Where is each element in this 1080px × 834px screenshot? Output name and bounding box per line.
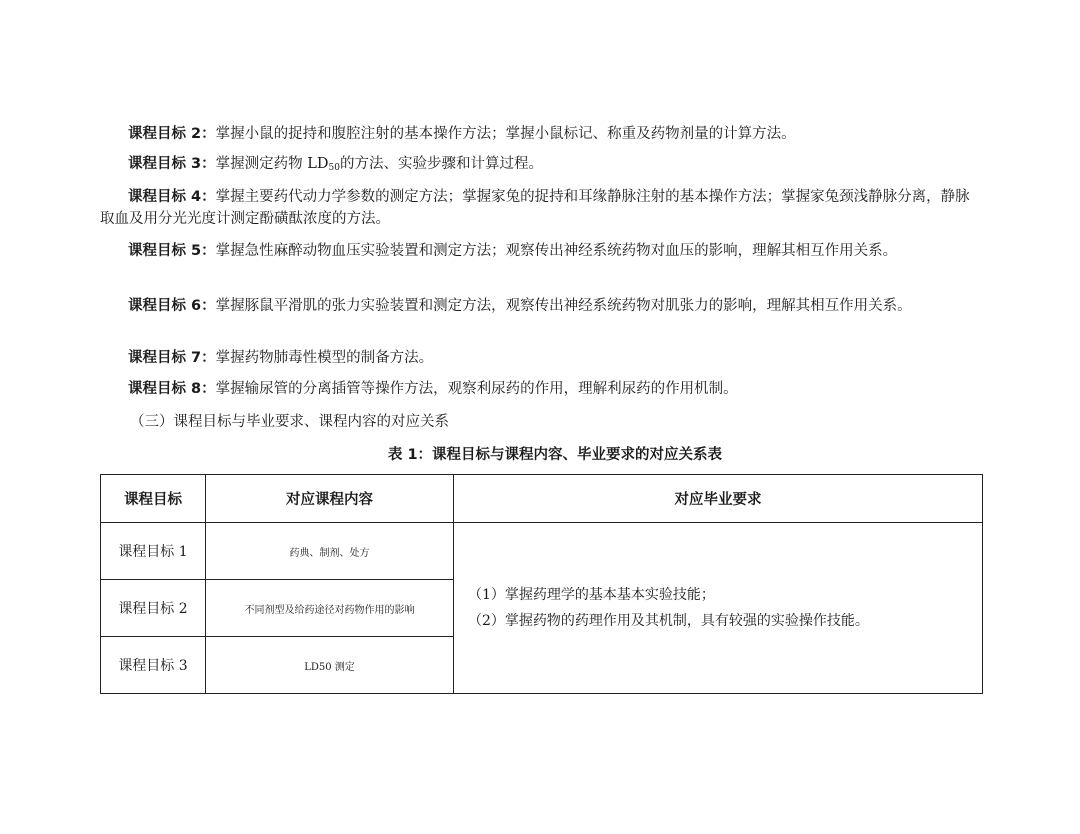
- table-caption: 表 1：课程目标与课程内容、毕业要求的对应关系表: [387, 447, 723, 463]
- row-goal: 课程目标 2: [101, 580, 206, 637]
- objective-text: 掌握输尿管的分离插管等操作方法，观察利尿药的作用，理解利尿药的作用机制。: [215, 381, 738, 397]
- header-content: 对应课程内容: [206, 475, 454, 523]
- objective-3: [100, 153, 980, 179]
- objective-label: 课程目标 7：: [128, 350, 216, 366]
- header-goal: 课程目标: [101, 475, 206, 523]
- row-goal: 课程目标 1: [101, 523, 206, 580]
- requirement-1: （1）掌握药理学的基本基本实验技能；: [468, 587, 715, 603]
- objective-label: 课程目标 2：: [128, 126, 216, 142]
- requirement-2: （2）掌握药物的药理作用及其机制，具有较强的实验操作技能。: [468, 613, 869, 629]
- objective-6: [100, 295, 980, 317]
- objective-label: 课程目标 5：: [128, 243, 216, 259]
- ld-subscript: 50: [328, 163, 340, 173]
- row-goal: 课程目标 3: [101, 637, 206, 694]
- objective-label: 课程目标 6：: [128, 298, 216, 314]
- objective-text: 掌握测定药物 LD: [215, 156, 329, 172]
- objective-5: [100, 240, 980, 262]
- objective-text: 掌握豚鼠平滑肌的张力实验装置和测定方法，观察传出神经系统药物对肌张力的影响，理解其相互作用关系。: [215, 298, 912, 314]
- table-row: [101, 523, 983, 580]
- objective-7: [100, 347, 980, 369]
- objective-label: 课程目标 3：: [128, 156, 216, 172]
- section-heading: （三）课程目标与毕业要求、课程内容的对应关系: [130, 414, 449, 430]
- requirements-cell: [454, 523, 983, 694]
- row-content: 药典、制剂、处方: [206, 523, 454, 580]
- objective-text-end: 的方法、实验步骤和计算过程。: [339, 156, 543, 172]
- objective-8: [100, 378, 980, 400]
- objective-4: [100, 186, 980, 230]
- table-header-row: [101, 475, 983, 523]
- row-content: 不同剂型及给药途径对药物作用的影响: [206, 580, 454, 637]
- objective-text: 掌握小鼠的捉持和腹腔注射的基本操作方法；掌握小鼠标记、称重及药物剂量的计算方法。: [215, 126, 796, 142]
- header-requirement: 对应毕业要求: [454, 475, 983, 523]
- mapping-table: [100, 474, 983, 694]
- objective-text: 掌握药物肺毒性模型的制备方法。: [215, 350, 434, 366]
- objective-text: 掌握主要药代动力学参数的测定方法；掌握家兔的捉持和耳缘静脉注射的基本操作方法；掌握家兔颈浅静脉分离，静脉取血及用分光光度计测定酚磺酞浓度的方法。: [100, 189, 970, 227]
- row-content: LD50 测定: [206, 637, 454, 694]
- objective-label: 课程目标 8：: [128, 381, 216, 397]
- objective-text: 掌握急性麻醉动物血压实验装置和测定方法；观察传出神经系统药物对血压的影响，理解其相互作用关系。: [215, 243, 898, 259]
- objective-label: 课程目标 4：: [128, 189, 216, 205]
- objective-2: [100, 123, 980, 145]
